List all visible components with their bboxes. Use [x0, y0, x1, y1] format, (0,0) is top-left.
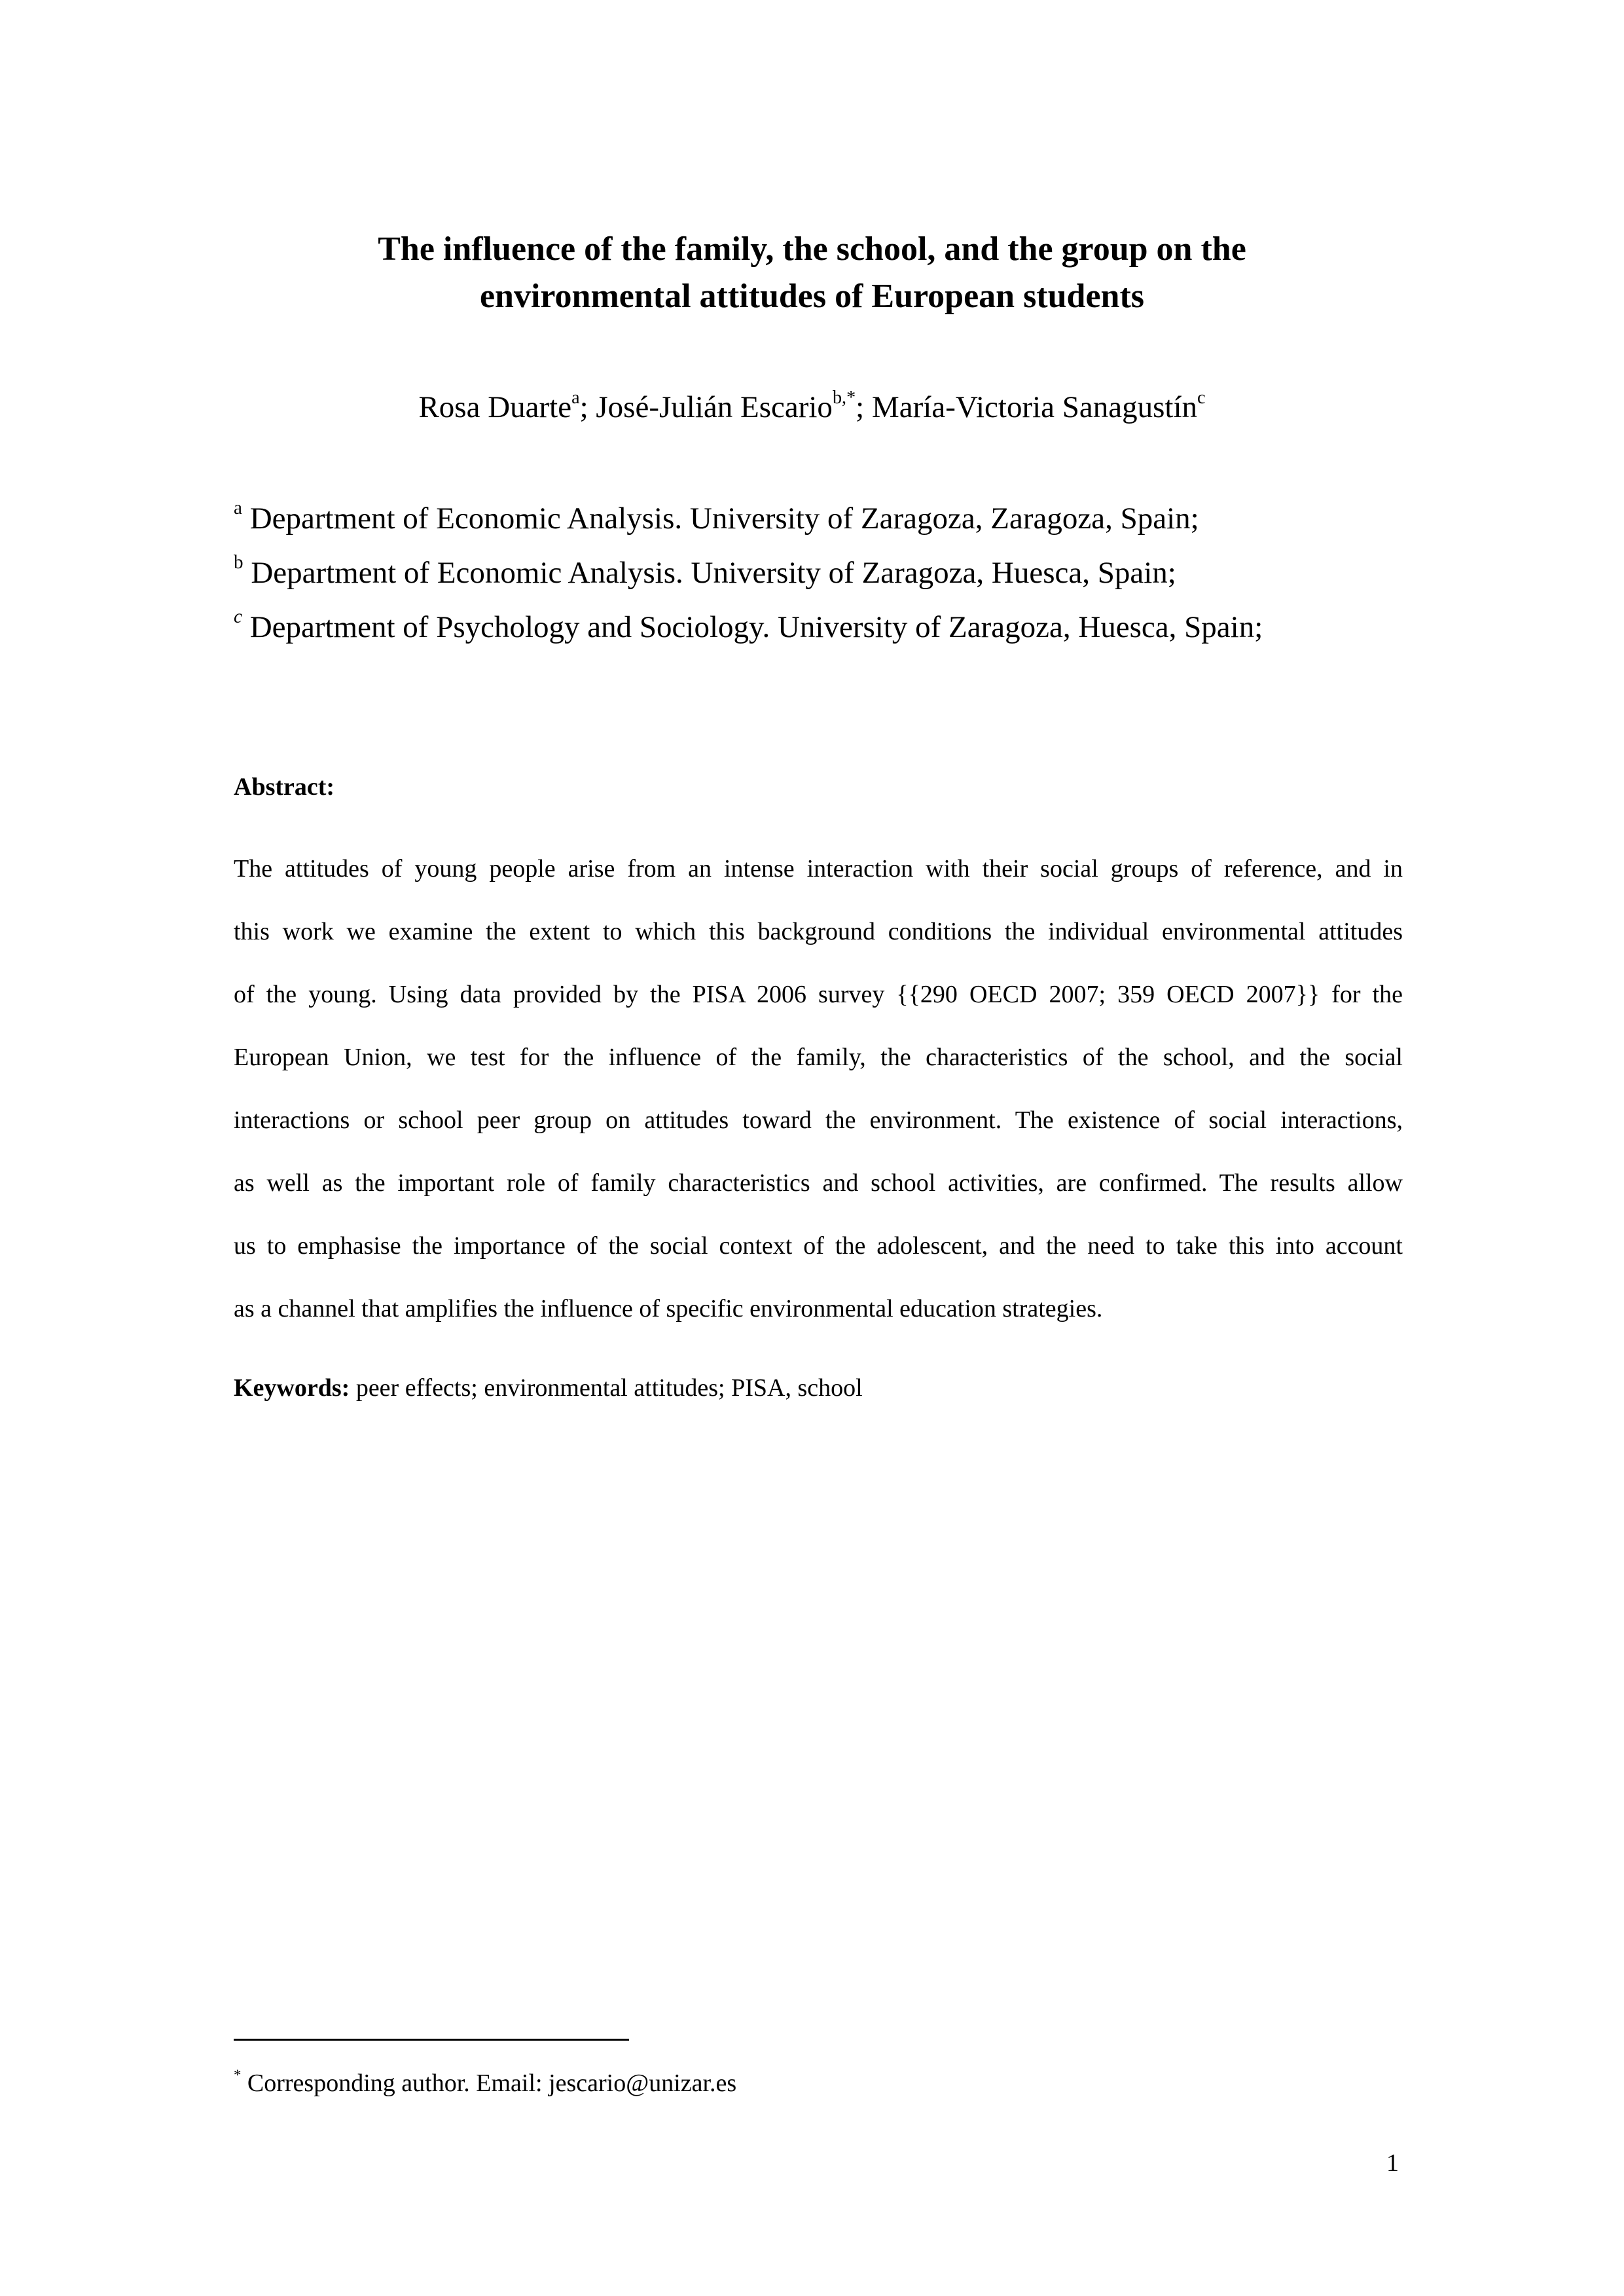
affiliation-mark: b — [234, 552, 244, 574]
keywords-text: peer effects; environmental attitudes; PISA, school — [350, 1374, 863, 1402]
author-separator: ; — [579, 390, 596, 424]
keywords — [234, 1374, 863, 1402]
abstract-line: interactions or school peer group on attitudes toward the environment. The existence of social interactions, — [234, 1106, 1403, 1134]
footnote-text: Corresponding author. Email: jescario@unizar.es — [241, 2069, 737, 2097]
paper-title — [0, 226, 1624, 320]
abstract-heading: Abstract: — [234, 773, 335, 801]
author-name: María-Victoria Sanagustín — [871, 390, 1198, 424]
footnote — [234, 2066, 737, 2098]
author-name: Rosa Duarte — [418, 390, 572, 424]
abstract-line: us to emphasise the importance of the social context of the adolescent, and the need to take this into account — [234, 1232, 1403, 1260]
footnote-mark: * — [234, 2066, 242, 2083]
affiliation-c — [234, 608, 1263, 647]
footnote-divider — [234, 2039, 629, 2041]
author-affiliation-mark: b,* — [832, 387, 856, 408]
title-line-1: The influence of the family, the school, and the group on the — [378, 230, 1246, 268]
author-name: José-Julián Escario — [596, 390, 833, 424]
abstract-line: as well as the important role of family characteristics and school activities, are confirmed. The results allow — [234, 1169, 1403, 1197]
abstract-line: of the young. Using data provided by the PISA 2006 survey {{290 OECD 2007; 359 OECD 2007}} for the — [234, 981, 1403, 1008]
affiliation-a — [234, 499, 1199, 538]
abstract-line: European Union, we test for the influence of the family, the characteristics of the school, and the social — [234, 1044, 1403, 1071]
title-line-2: environmental attitudes of European students — [479, 278, 1145, 315]
abstract-line: as a channel that amplifies the influence of specific environmental education strategies. — [234, 1295, 1103, 1322]
affiliation-text: Department of Economic Analysis. University of Zaragoza, Zaragoza, Spain; — [249, 501, 1199, 536]
abstract-line: The attitudes of young people arise from an intense interaction with their social groups of reference, and in — [234, 855, 1403, 883]
abstract-line: this work we examine the extent to which this background conditions the individual environmental attitudes — [234, 918, 1403, 945]
affiliation-text: Department of Economic Analysis. University of Zaragoza, Huesca, Spain; — [251, 556, 1176, 590]
affiliation-mark: a — [234, 498, 242, 519]
affiliation-text: Department of Psychology and Sociology. University of Zaragoza, Huesca, Spain; — [249, 610, 1263, 644]
keywords-label: Keywords: — [234, 1374, 350, 1402]
author-affiliation-mark: c — [1197, 387, 1206, 408]
author-list — [0, 387, 1624, 425]
affiliation-b — [234, 553, 1176, 592]
page-number: 1 — [1386, 2149, 1399, 2177]
affiliation-mark: c — [234, 606, 242, 628]
author-separator: ; — [856, 390, 872, 424]
author-affiliation-mark: a — [571, 387, 580, 408]
